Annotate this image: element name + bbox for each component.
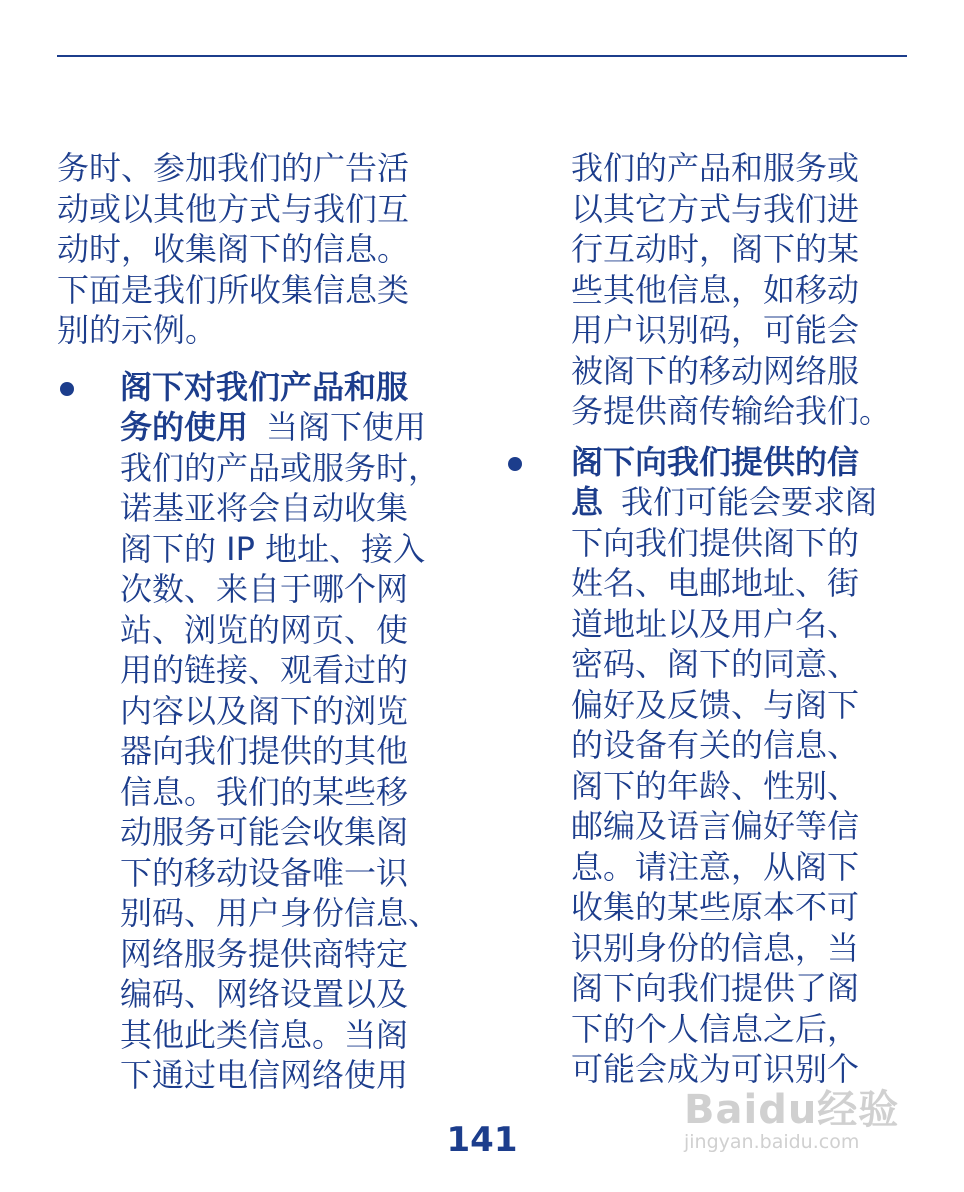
right-intro-paragraph — [508, 148, 908, 432]
text-line: 收集的某些原本不可 — [571, 888, 860, 926]
text-line: 内容以及阁下的浏览 — [120, 691, 409, 730]
text-line: 下的个人信息之后， — [571, 1009, 860, 1048]
text-line: 当阁下使用 — [266, 408, 427, 446]
text-line: 编码、网络设置以及 — [120, 975, 409, 1013]
text-line: 网络服务提供商特定 — [120, 934, 409, 973]
text-line: 偏好及反馈、与阁下 — [571, 685, 860, 724]
baidu-watermark — [684, 1078, 914, 1178]
text-line: 阁下的 IP 地址、接入 — [120, 529, 426, 568]
text-line: 下面是我们所收集信息类 — [57, 270, 410, 309]
text-line: 用户识别码，可能会 — [571, 311, 860, 349]
text-line: 姓名、电邮地址、街 — [571, 564, 860, 602]
text-line: 我们的产品和服务或 — [571, 149, 860, 187]
text-line: 用的链接、观看过的 — [120, 651, 409, 689]
page-number: 141 — [446, 1120, 518, 1160]
watermark-logo: Baidu经验 — [684, 1087, 900, 1133]
text-line: 行互动时，阁下的某 — [571, 230, 860, 268]
text-line: 器向我们提供的其他 — [120, 732, 409, 770]
text-line: 动或以其他方式与我们互 — [57, 189, 410, 228]
text-line: 次数、来自于哪个网 — [120, 570, 409, 608]
text-line: 其他此类信息。当阁 — [120, 1015, 409, 1054]
text-line: 道地址以及用户名、 — [571, 604, 860, 643]
text-line: 站、浏览的网页、使 — [120, 610, 409, 649]
header-rule — [57, 55, 907, 57]
text-line: 别码、用户身份信息、 — [120, 894, 441, 932]
bullet-item-provided-info — [508, 442, 908, 1090]
bullet-icon — [508, 457, 522, 471]
text-line: 下通过电信网络使用 — [120, 1056, 409, 1094]
text-line: 下的移动设备唯一识 — [120, 853, 409, 892]
text-line: 邮编及语言偏好等信 — [571, 807, 860, 845]
text-line: 下向我们提供阁下的 — [571, 523, 860, 562]
left-column — [57, 148, 457, 1096]
watermark-url: jingyan.baidu.com — [684, 1131, 860, 1153]
text-line: 阁下向我们提供了阁 — [571, 969, 860, 1007]
right-column — [508, 148, 908, 1090]
bullet-icon — [60, 382, 74, 396]
bullet-title: 息 — [571, 483, 604, 521]
text-line: 诺基亚将会自动收集 — [120, 489, 409, 527]
text-line: 识别身份的信息，当 — [571, 928, 860, 967]
text-line: 别的示例。 — [57, 311, 218, 349]
text-line: 务提供商传输给我们。 — [571, 392, 892, 430]
bullet-item-product-usage — [57, 367, 457, 1096]
text-line: 些其他信息，如移动 — [571, 270, 860, 309]
text-line: 密码、阁下的同意、 — [571, 645, 860, 683]
bullet-title: 阁下对我们产品和服 — [120, 367, 409, 406]
text-line: 动服务可能会收集阁 — [120, 813, 409, 851]
text-line: 务时、参加我们的广告活 — [57, 149, 410, 187]
text-line: 我们的产品或服务时， — [120, 448, 441, 487]
text-line: 信息。我们的某些移 — [120, 772, 409, 811]
text-line: 阁下的年龄、性别、 — [571, 766, 860, 805]
text-line: 息。请注意，从阁下 — [571, 847, 860, 886]
left-intro-paragraph — [57, 148, 457, 351]
bullet-title: 务的使用 — [120, 408, 249, 446]
text-line: 动时，收集阁下的信息。 — [57, 230, 410, 268]
bullet-title: 阁下向我们提供的信 — [571, 442, 860, 481]
text-line: 我们可能会要求阁 — [621, 483, 878, 521]
text-line: 被阁下的移动网络服 — [571, 351, 860, 390]
text-line: 的设备有关的信息、 — [571, 726, 860, 764]
text-line: 以其它方式与我们进 — [571, 189, 860, 228]
text-line: 可能会成为可识别个 — [571, 1050, 860, 1088]
